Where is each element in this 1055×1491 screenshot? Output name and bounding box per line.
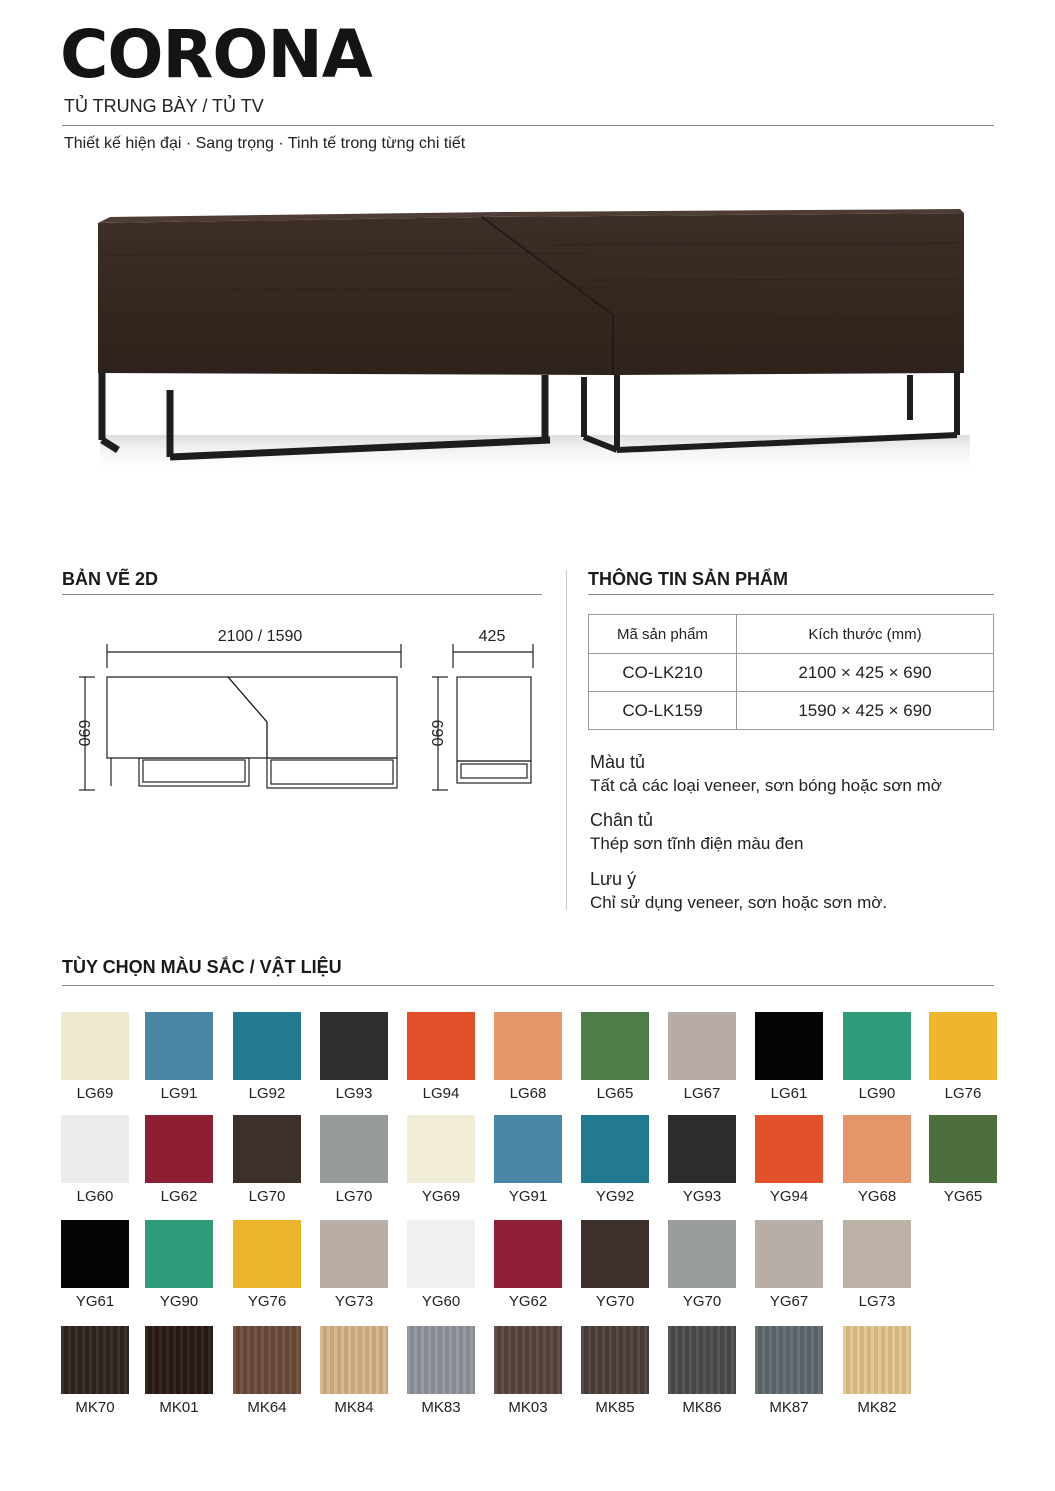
color-swatch[interactable] — [494, 1012, 562, 1080]
color-swatch-label: MK84 — [334, 1399, 374, 1416]
color-swatch-label: LG65 — [596, 1085, 634, 1102]
brand-title: CORONA — [60, 16, 372, 93]
color-swatch-label: LG67 — [683, 1085, 721, 1102]
section-separator — [566, 570, 567, 910]
detail-label-legs: Chân tủ — [590, 810, 654, 830]
detail-label-color: Màu tủ — [590, 752, 646, 772]
color-swatch[interactable] — [320, 1220, 388, 1288]
detail-text-legs: Thép sơn tĩnh điện màu đen — [590, 834, 804, 853]
color-swatch-label: YG62 — [508, 1293, 548, 1310]
color-swatch[interactable] — [407, 1012, 475, 1080]
color-swatch-label: MK85 — [595, 1399, 635, 1416]
color-swatch-label: MK87 — [769, 1399, 809, 1416]
color-swatch[interactable] — [61, 1115, 129, 1183]
color-swatch-label: LG60 — [76, 1188, 114, 1205]
color-swatch[interactable] — [494, 1326, 562, 1394]
color-swatch[interactable] — [668, 1012, 736, 1080]
detail-text-color: Tất cả các loại veneer, sơn bóng hoặc sơn mờ — [590, 776, 942, 795]
detail-text-note: Chỉ sử dụng veneer, sơn hoặc sơn mờ. — [590, 893, 888, 912]
color-swatch[interactable] — [233, 1012, 301, 1080]
color-swatch[interactable] — [494, 1115, 562, 1183]
color-swatch-label: MK70 — [75, 1399, 115, 1416]
color-swatch-label: YG92 — [595, 1188, 635, 1205]
color-swatch-label: YG94 — [769, 1188, 809, 1205]
color-swatch-label: YG69 — [421, 1188, 461, 1205]
color-swatch-label: LG69 — [76, 1085, 114, 1102]
header-divider — [62, 125, 994, 126]
color-swatch-label: LG68 — [509, 1085, 547, 1102]
color-swatch-label: LG70 — [248, 1188, 286, 1205]
color-swatch-label: LG61 — [770, 1085, 808, 1102]
side-height-label: 690 — [428, 719, 445, 747]
color-swatch[interactable] — [755, 1012, 823, 1080]
front-height-label: 690 — [75, 719, 92, 747]
color-swatch-label: LG90 — [858, 1085, 896, 1102]
info-divider — [588, 594, 994, 595]
product-subtitle: TỦ TRUNG BÀY / TỦ TV — [64, 96, 264, 116]
color-swatch-label: MK83 — [421, 1399, 461, 1416]
color-swatch-label: LG76 — [944, 1085, 982, 1102]
color-swatch[interactable] — [494, 1220, 562, 1288]
table-header-size: Kích thước (mm) — [737, 615, 994, 654]
table-header-code: Mã sản phẩm — [589, 615, 737, 654]
table-row — [589, 654, 994, 692]
depth-dimension-label: 425 — [478, 628, 506, 645]
spec-table — [588, 614, 994, 730]
color-swatch[interactable] — [61, 1220, 129, 1288]
color-swatch[interactable] — [407, 1220, 475, 1288]
color-swatch[interactable] — [320, 1326, 388, 1394]
color-swatch[interactable] — [668, 1220, 736, 1288]
color-swatch[interactable] — [233, 1115, 301, 1183]
color-swatch-label: YG61 — [75, 1293, 115, 1310]
color-swatch[interactable] — [61, 1012, 129, 1080]
table-row — [589, 692, 994, 730]
color-swatch-label: LG93 — [335, 1085, 373, 1102]
color-swatch[interactable] — [843, 1220, 911, 1288]
table-cell-code: CO-LK159 — [589, 692, 737, 730]
color-swatch[interactable] — [320, 1115, 388, 1183]
color-swatch[interactable] — [407, 1326, 475, 1394]
color-swatch[interactable] — [668, 1326, 736, 1394]
color-swatch-label: MK01 — [159, 1399, 199, 1416]
tagline: Thiết kế hiện đại · Sang trọng · Tinh tế trong từng chi tiết — [64, 135, 466, 152]
color-swatch-label: MK03 — [508, 1399, 548, 1416]
color-swatch-label: MK86 — [682, 1399, 722, 1416]
technical-drawing — [55, 610, 555, 810]
color-swatch[interactable] — [145, 1012, 213, 1080]
color-swatch[interactable] — [145, 1115, 213, 1183]
info-section-title: THÔNG TIN SẢN PHẨM — [588, 569, 788, 589]
color-swatch[interactable] — [755, 1326, 823, 1394]
color-swatch[interactable] — [61, 1326, 129, 1394]
detail-label-note: Lưu ý — [590, 869, 637, 889]
drawing-divider — [62, 594, 542, 595]
color-swatch[interactable] — [668, 1115, 736, 1183]
color-swatch-label: MK64 — [247, 1399, 287, 1416]
color-swatch-label: YG60 — [421, 1293, 461, 1310]
color-swatch[interactable] — [843, 1326, 911, 1394]
options-section-title: TÙY CHỌN MÀU SẮC / VẬT LIỆU — [62, 957, 342, 977]
table-cell-code: CO-LK210 — [589, 654, 737, 692]
color-swatch-label: YG90 — [159, 1293, 199, 1310]
color-swatch[interactable] — [320, 1012, 388, 1080]
color-swatch[interactable] — [145, 1326, 213, 1394]
color-swatch[interactable] — [755, 1220, 823, 1288]
color-swatch-label: YG70 — [595, 1293, 635, 1310]
color-swatch-label: LG70 — [335, 1188, 373, 1205]
table-header-row — [589, 615, 994, 654]
color-swatch[interactable] — [929, 1115, 997, 1183]
color-swatch-label: YG73 — [334, 1293, 374, 1310]
drawing-section-title: BẢN VẼ 2D — [62, 569, 159, 589]
color-swatch[interactable] — [929, 1012, 997, 1080]
color-swatch[interactable] — [581, 1012, 649, 1080]
color-swatch-label: LG92 — [248, 1085, 286, 1102]
color-swatch-label: YG67 — [769, 1293, 809, 1310]
color-swatch[interactable] — [843, 1115, 911, 1183]
color-swatch-label: LG73 — [858, 1293, 896, 1310]
width-dimension-label: 2100 / 1590 — [217, 628, 303, 645]
color-swatch-label: LG94 — [422, 1085, 460, 1102]
color-swatch-label: YG65 — [943, 1188, 983, 1205]
color-swatch-label: YG70 — [682, 1293, 722, 1310]
color-swatch-label: YG68 — [857, 1188, 897, 1205]
color-swatch[interactable] — [581, 1220, 649, 1288]
color-swatch-label: LG91 — [160, 1085, 198, 1102]
color-swatch-label: YG91 — [508, 1188, 548, 1205]
table-cell-size: 2100 × 425 × 690 — [737, 654, 994, 692]
color-swatch[interactable] — [581, 1326, 649, 1394]
table-cell-size: 1590 × 425 × 690 — [737, 692, 994, 730]
color-swatch[interactable] — [145, 1220, 213, 1288]
color-swatch[interactable] — [233, 1220, 301, 1288]
color-swatch-label: MK82 — [857, 1399, 897, 1416]
color-swatch-label: LG62 — [160, 1188, 198, 1205]
options-divider — [62, 985, 994, 986]
color-swatch-label: YG93 — [682, 1188, 722, 1205]
color-swatch[interactable] — [843, 1012, 911, 1080]
color-swatch[interactable] — [581, 1115, 649, 1183]
color-swatch[interactable] — [233, 1326, 301, 1394]
color-swatch[interactable] — [407, 1115, 475, 1183]
product-image — [90, 195, 970, 495]
color-swatch[interactable] — [755, 1115, 823, 1183]
color-swatch-label: YG76 — [247, 1293, 287, 1310]
